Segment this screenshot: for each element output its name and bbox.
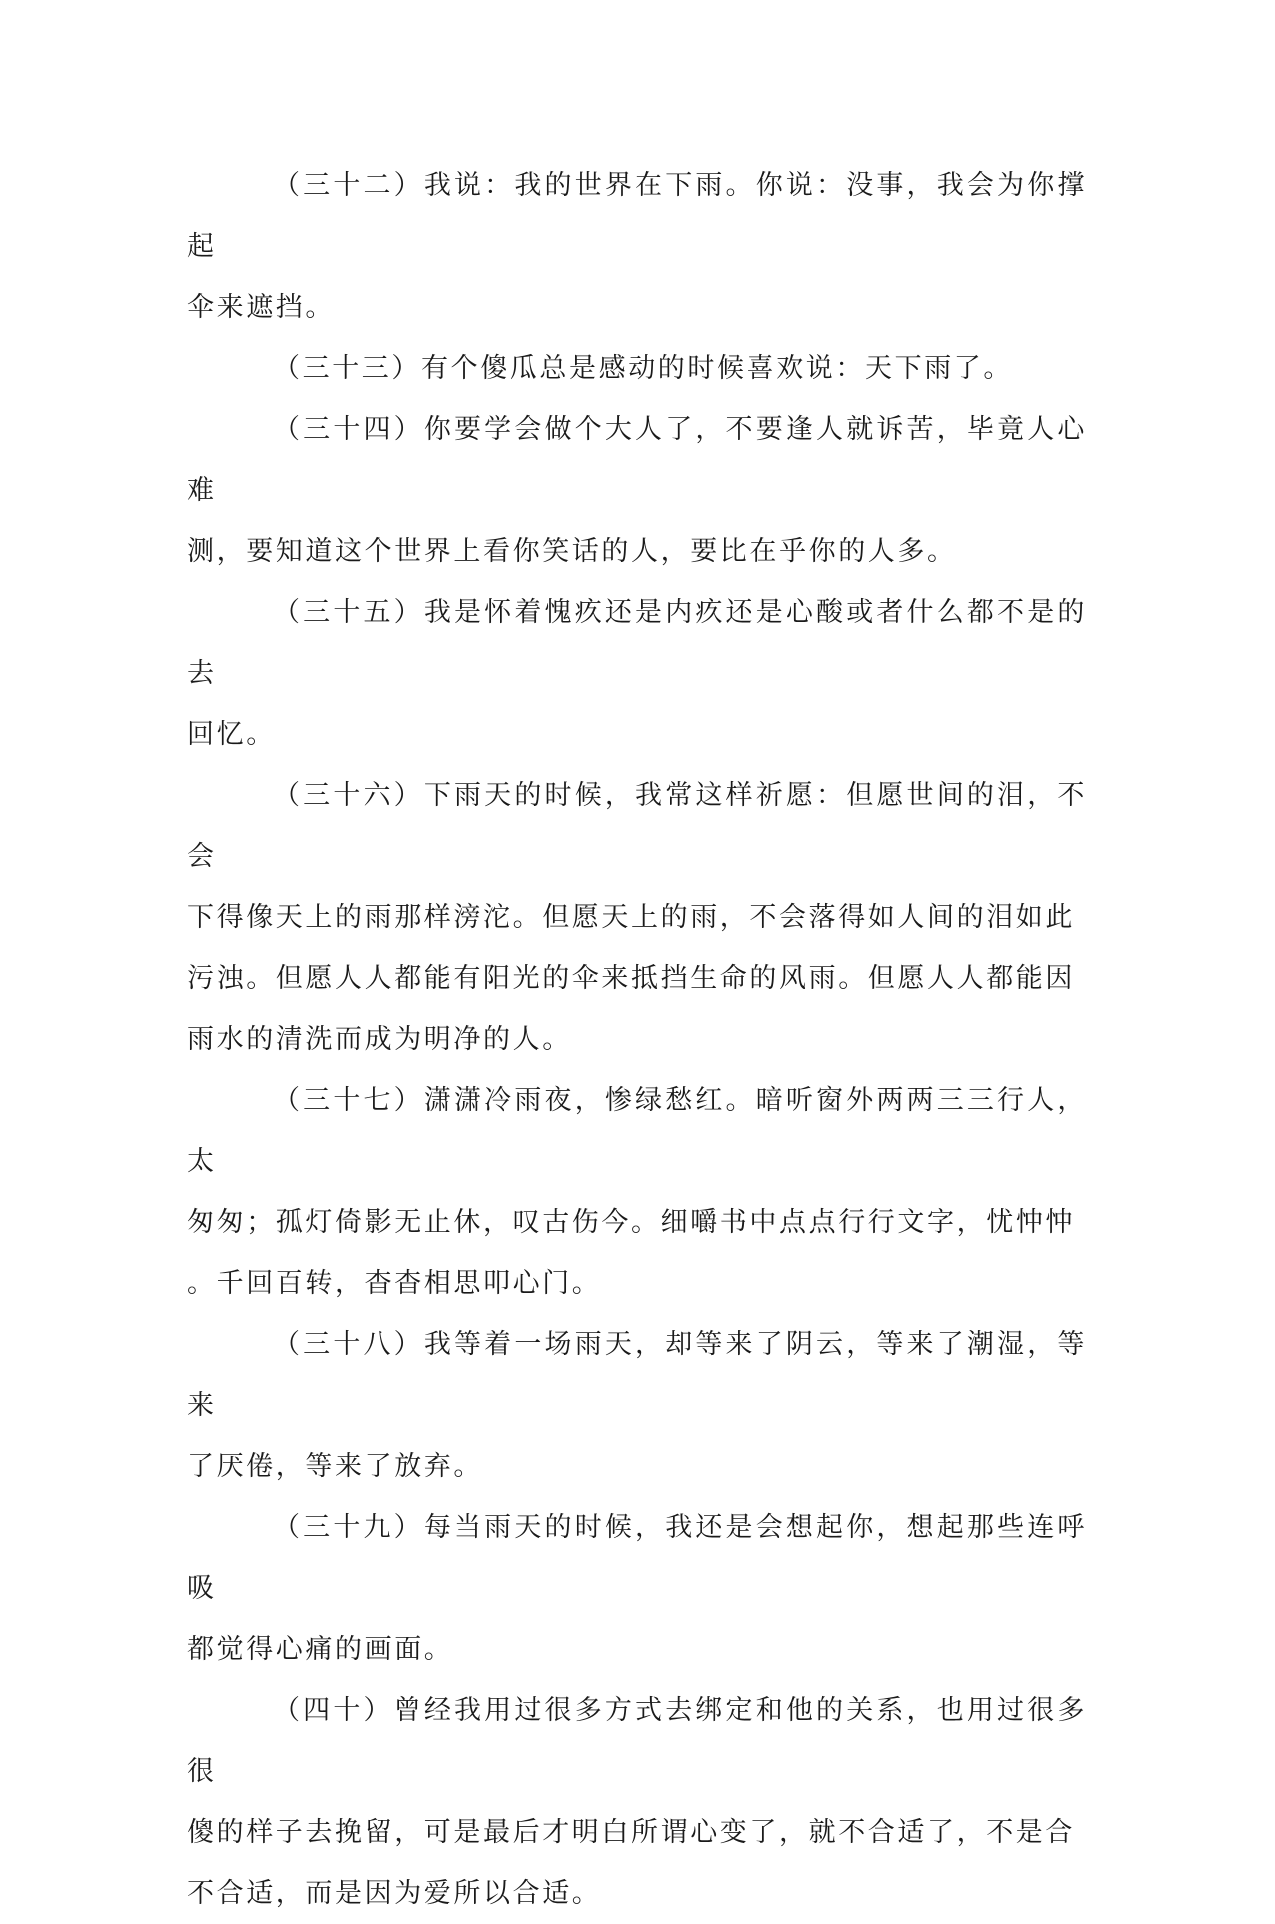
- document-body: [187, 155, 1087, 1924]
- paragraph-line: （三十三）有个傻瓜总是感动的时候喜欢说：天下雨了。: [273, 353, 1013, 384]
- paragraph-line: （四十）曾经我用过很多方式去绑定和他的关系，也用过很多很: [187, 1695, 1087, 1787]
- paragraph-line: （三十九）每当雨天的时候，我还是会想起你，想起那些连呼吸: [187, 1512, 1087, 1604]
- paragraph-line: （三十二）我说：我的世界在下雨。你说：没事，我会为你撑起: [187, 170, 1087, 262]
- paragraph-line: （三十五）我是怀着愧疚还是内疚还是心酸或者什么都不是的去: [187, 597, 1087, 689]
- paragraph-line: 傻的样子去挽留，可是最后才明白所谓心变了，就不合适了，不是合: [187, 1817, 1075, 1848]
- paragraph-line: 污浊。但愿人人都能有阳光的伞来抵挡生命的风雨。但愿人人都能因: [187, 963, 1075, 994]
- paragraph-line: 伞来遮挡。: [187, 292, 335, 323]
- paragraph-line: 测，要知道这个世界上看你笑话的人，要比在乎你的人多。: [187, 536, 957, 567]
- paragraph-line: 雨水的清洗而成为明净的人。: [187, 1024, 572, 1055]
- paragraph-line: 了厌倦，等来了放弃。: [187, 1451, 483, 1482]
- paragraph-line: （三十六）下雨天的时候，我常这样祈愿：但愿世间的泪，不会: [187, 780, 1087, 872]
- paragraph-39: [187, 1497, 1087, 1680]
- paragraph-37: [187, 1070, 1087, 1314]
- paragraph-line: 回忆。: [187, 719, 276, 750]
- paragraph-38: [187, 1314, 1087, 1497]
- paragraph-line: （三十四）你要学会做个大人了，不要逢人就诉苦，毕竟人心难: [187, 414, 1087, 506]
- paragraph-line: （三十八）我等着一场雨天，却等来了阴云，等来了潮湿，等来: [187, 1329, 1087, 1421]
- paragraph-line: 不合适，而是因为爱所以合适。: [187, 1878, 602, 1909]
- paragraph-line: 匆匆；孤灯倚影无止休，叹古伤今。细嚼书中点点行行文字，忧忡忡: [187, 1207, 1075, 1238]
- paragraph-line: （三十七）潇潇冷雨夜，惨绿愁红。暗听窗外两两三三行人，太: [187, 1085, 1087, 1177]
- paragraph-35: [187, 582, 1087, 765]
- paragraph-line: 都觉得心痛的画面。: [187, 1634, 454, 1665]
- paragraph-34: [187, 399, 1087, 582]
- paragraph-line: 下得像天上的雨那样滂沱。但愿天上的雨，不会落得如人间的泪如此: [187, 902, 1075, 933]
- paragraph-40: [187, 1680, 1087, 1924]
- paragraph-32: [187, 155, 1087, 338]
- paragraph-36: [187, 765, 1087, 1070]
- paragraph-line: 。千回百转，杳杳相思叩心门。: [187, 1268, 602, 1299]
- paragraph-33: [187, 338, 1087, 399]
